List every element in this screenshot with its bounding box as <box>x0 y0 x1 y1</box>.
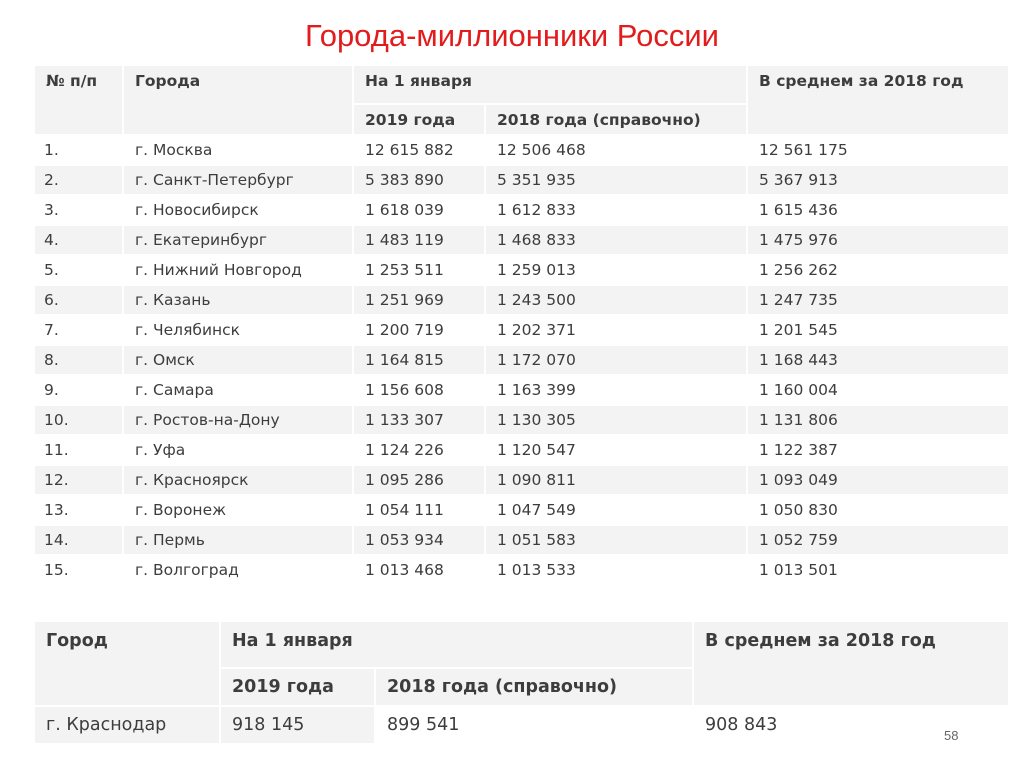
cell-2019: 1 013 468 <box>353 555 485 585</box>
table-row <box>34 405 1009 435</box>
cell-2018: 1 172 070 <box>485 345 747 375</box>
table-row <box>34 465 1009 495</box>
cell-avg: 12 561 175 <box>747 135 1009 165</box>
header-2018: 2018 года (справочно) <box>485 104 747 135</box>
cell-2019: 1 095 286 <box>353 465 485 495</box>
cell-city: г. Санкт-Петербург <box>123 165 353 195</box>
cell-avg: 1 615 436 <box>747 195 1009 225</box>
cell-city: г. Челябинск <box>123 315 353 345</box>
header-avg: В среднем за 2018 год <box>747 65 1009 135</box>
header-city: Города <box>123 65 353 135</box>
cell-2018: 1 120 547 <box>485 435 747 465</box>
table-row <box>34 555 1009 585</box>
cell-number: 4. <box>34 225 123 255</box>
cell-number: 10. <box>34 405 123 435</box>
cell-city: г. Краснодар <box>34 706 220 744</box>
table-row <box>34 285 1009 315</box>
cell-avg: 1 052 759 <box>747 525 1009 555</box>
header-number: № п/п <box>34 65 123 135</box>
table-row <box>34 525 1009 555</box>
cell-2018: 1 013 533 <box>485 555 747 585</box>
table-body <box>34 135 1009 585</box>
cell-avg: 908 843 <box>693 706 1009 744</box>
krasnodar-table <box>33 620 1010 745</box>
cell-city: г. Воронеж <box>123 495 353 525</box>
cell-2018: 1 612 833 <box>485 195 747 225</box>
cell-2018: 899 541 <box>375 706 693 744</box>
cell-number: 15. <box>34 555 123 585</box>
cell-number: 5. <box>34 255 123 285</box>
cell-2018: 1 163 399 <box>485 375 747 405</box>
table-row <box>34 345 1009 375</box>
cell-2018: 1 047 549 <box>485 495 747 525</box>
cell-avg: 1 160 004 <box>747 375 1009 405</box>
cell-2019: 1 618 039 <box>353 195 485 225</box>
cell-city: г. Новосибирск <box>123 195 353 225</box>
header-jan1: На 1 января <box>353 65 747 104</box>
cell-2019: 5 383 890 <box>353 165 485 195</box>
cell-avg: 1 201 545 <box>747 315 1009 345</box>
cell-avg: 1 256 262 <box>747 255 1009 285</box>
table-row <box>34 706 1009 744</box>
cell-2018: 1 090 811 <box>485 465 747 495</box>
table-row <box>34 315 1009 345</box>
cell-number: 12. <box>34 465 123 495</box>
cell-number: 3. <box>34 195 123 225</box>
cell-2019: 1 053 934 <box>353 525 485 555</box>
header-avg: В среднем за 2018 год <box>693 621 1009 706</box>
cell-city: г. Пермь <box>123 525 353 555</box>
cell-2019: 1 133 307 <box>353 405 485 435</box>
cell-2018: 12 506 468 <box>485 135 747 165</box>
cell-number: 11. <box>34 435 123 465</box>
table-row <box>34 495 1009 525</box>
cell-number: 8. <box>34 345 123 375</box>
page-number: 58 <box>944 728 959 743</box>
table-row <box>34 195 1009 225</box>
cell-number: 6. <box>34 285 123 315</box>
cell-2019: 1 483 119 <box>353 225 485 255</box>
cell-number: 14. <box>34 525 123 555</box>
cell-avg: 1 475 976 <box>747 225 1009 255</box>
cell-2018: 1 130 305 <box>485 405 747 435</box>
cell-avg: 5 367 913 <box>747 165 1009 195</box>
cell-2019: 12 615 882 <box>353 135 485 165</box>
cell-city: г. Нижний Новгород <box>123 255 353 285</box>
cell-avg: 1 131 806 <box>747 405 1009 435</box>
header-2019: 2019 года <box>353 104 485 135</box>
cell-2019: 918 145 <box>220 706 375 744</box>
cell-2018: 1 051 583 <box>485 525 747 555</box>
cell-2018: 1 243 500 <box>485 285 747 315</box>
cell-avg: 1 093 049 <box>747 465 1009 495</box>
table-row <box>34 255 1009 285</box>
cell-city: г. Москва <box>123 135 353 165</box>
cell-avg: 1 050 830 <box>747 495 1009 525</box>
cell-city: г. Казань <box>123 285 353 315</box>
cell-2018: 1 202 371 <box>485 315 747 345</box>
cell-2019: 1 156 608 <box>353 375 485 405</box>
cell-city: г. Ростов-на-Дону <box>123 405 353 435</box>
cell-city: г. Омск <box>123 345 353 375</box>
cell-2018: 1 259 013 <box>485 255 747 285</box>
cell-city: г. Красноярск <box>123 465 353 495</box>
cell-2018: 5 351 935 <box>485 165 747 195</box>
cell-avg: 1 122 387 <box>747 435 1009 465</box>
cell-city: г. Уфа <box>123 435 353 465</box>
cell-number: 1. <box>34 135 123 165</box>
cell-city: г. Екатеринбург <box>123 225 353 255</box>
cell-number: 2. <box>34 165 123 195</box>
slide-title: Города-миллионники России <box>304 18 719 53</box>
cell-2019: 1 124 226 <box>353 435 485 465</box>
cell-avg: 1 013 501 <box>747 555 1009 585</box>
cell-2018: 1 468 833 <box>485 225 747 255</box>
cell-number: 13. <box>34 495 123 525</box>
cell-city: г. Волгоград <box>123 555 353 585</box>
cities-table <box>33 64 1010 586</box>
cell-city: г. Самара <box>123 375 353 405</box>
table-row <box>34 225 1009 255</box>
cell-avg: 1 247 735 <box>747 285 1009 315</box>
cell-2019: 1 164 815 <box>353 345 485 375</box>
cell-avg: 1 168 443 <box>747 345 1009 375</box>
table-row <box>34 435 1009 465</box>
cell-number: 7. <box>34 315 123 345</box>
cell-2019: 1 251 969 <box>353 285 485 315</box>
header-2019: 2019 года <box>220 668 375 706</box>
cell-2019: 1 253 511 <box>353 255 485 285</box>
cell-number: 9. <box>34 375 123 405</box>
header-2018: 2018 года (справочно) <box>375 668 693 706</box>
table-header-row <box>34 621 1009 668</box>
table-header-row <box>34 65 1009 104</box>
header-jan1: На 1 января <box>220 621 693 668</box>
cell-2019: 1 054 111 <box>353 495 485 525</box>
table-row <box>34 135 1009 165</box>
cell-2019: 1 200 719 <box>353 315 485 345</box>
header-city: Город <box>34 621 220 706</box>
table-row <box>34 165 1009 195</box>
table-row <box>34 375 1009 405</box>
